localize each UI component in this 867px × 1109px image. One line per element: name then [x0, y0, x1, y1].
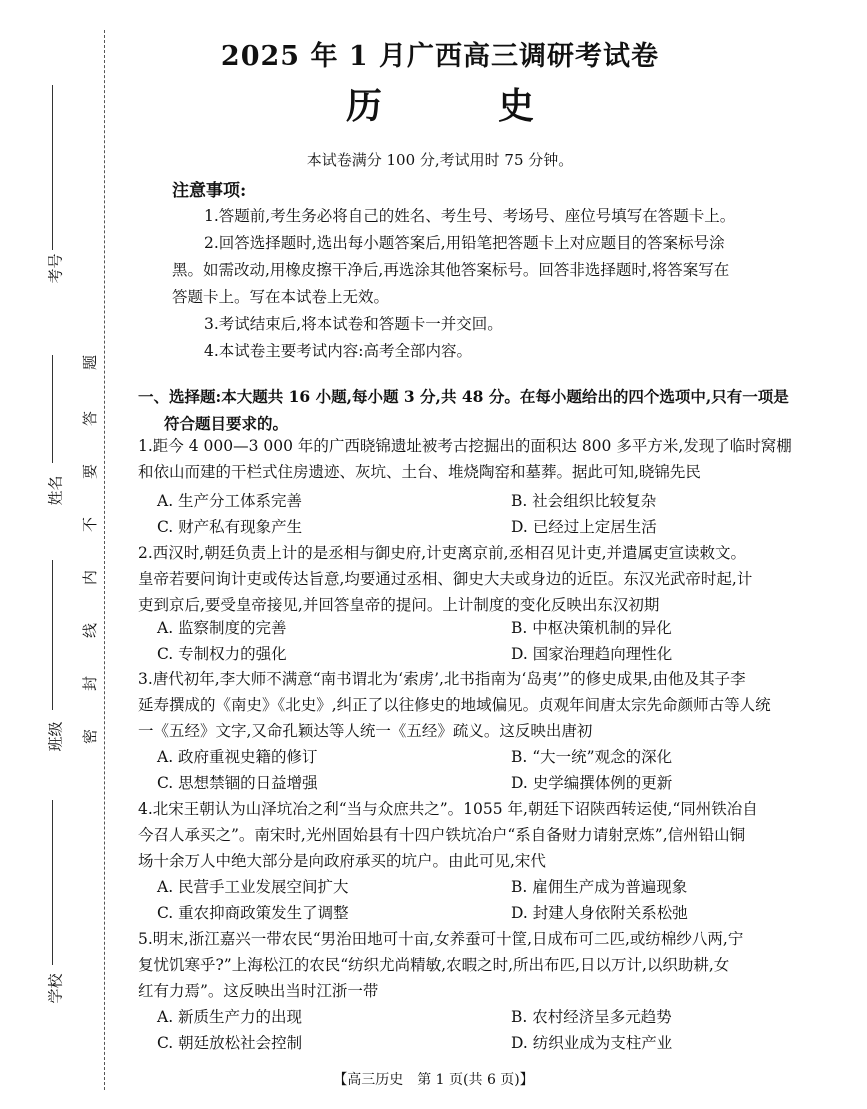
option: D. 史学编撰体例的更新	[511, 774, 673, 792]
section-heading: 一、选择题:本大题共 16 小题,每小题 3 分,共 48 分。在每小题给出的四个选项中,只有一项是 符合题目要求的。	[138, 387, 789, 433]
seal-char: 题	[81, 354, 100, 371]
class-label: 班级	[46, 721, 65, 752]
option: D. 国家治理趋向理性化	[511, 645, 673, 663]
option: C. 财产私有现象产生	[157, 518, 303, 536]
option: D. 纺织业成为支柱产业	[511, 1034, 673, 1052]
subject-title: 历 史	[345, 85, 574, 127]
option: B. 农村经济呈多元趋势	[511, 1008, 672, 1026]
question-1: 1.距今 4 000—3 000 年的广西晓锦遗址被考古挖掘出的面积达 800 多平方米,发现了临时窝棚 和依山而建的干栏式住房遗迹、灰坑、土台、堆烧陶窑和墓葬。据此可知,晓锦先民	[138, 437, 792, 481]
option: C. 朝廷放松社会控制	[157, 1034, 303, 1052]
option: C. 专制权力的强化	[157, 645, 287, 663]
option: B. 雇佣生产成为普遍现象	[511, 878, 688, 896]
option: B. 中枢决策机制的异化	[511, 619, 672, 637]
option: A. 监察制度的完善	[157, 619, 287, 637]
notice-item: 4.本试卷主要考试内容:高考全部内容。	[204, 342, 473, 360]
page-footer: 【高三历史 第 1 页(共 6 页)】	[333, 1072, 534, 1088]
notice-heading: 注意事项:	[172, 181, 247, 201]
option: A. 民营手工业发展空间扩大	[157, 878, 349, 896]
seal-char: 密	[81, 728, 100, 745]
notice-item: 黑。如需改动,用橡皮擦干净后,再选涂其他答案标号。回答非选择题时,将答案写在	[172, 261, 730, 279]
option: A. 政府重视史籍的修订	[157, 748, 318, 766]
seal-char: 封	[81, 675, 100, 692]
seal-char: 线	[81, 622, 100, 639]
option: A. 新质生产力的出现	[157, 1008, 303, 1026]
seal-char: 答	[81, 410, 100, 427]
class-line	[52, 560, 53, 710]
question-4: 4.北宋王朝认为山泽坑冶之利“当与众庶共之”。1055 年,朝廷下诏陕西转运使,“同州铁冶自 今召人承买之”。南宋时,光州固始县有十四户铁坑冶户“系自备财力请射烹炼”,信州铅山铜 场十余万人中绝大部分是向政府承买的坑户。由此可见,宋代	[138, 800, 758, 870]
name-line	[52, 355, 53, 463]
exam-no-line	[52, 85, 53, 250]
question-3: 3.唐代初年,李大师不满意“南书谓北为‘索虏’,北书指南为‘岛夷’”的修史成果,由他及其子李 延寿撰成的《南史》《北史》,纠正了以往修史的地域偏见。贞观年间唐太宗先命颜师古等人统 一《五经》文字,又命孔颖达等人统一《五经》疏义。这反映出唐初	[138, 670, 771, 740]
notice-item: 答题卡上。写在本试卷上无效。	[172, 288, 390, 306]
notice-item: 2.回答选择题时,选出每小题答案后,用铅笔把答题卡上对应题目的答案标号涂	[204, 234, 725, 252]
option: B. “大一统”观念的深化	[511, 748, 673, 766]
exam-title: 2025 年 1 月广西高三调研考试卷	[220, 41, 660, 72]
score-info: 本试卷满分 100 分,考试用时 75 分钟。	[306, 151, 574, 169]
school-label: 学校	[46, 973, 65, 1004]
question-2: 2.西汉时,朝廷负责上计的是丞相与御史府,计吏离京前,丞相召见计吏,并遣属吏宣读敕文。 皇帝若要问询计吏或传达旨意,均要通过丞相、御史大夫或身边的近臣。东汉光武帝时起,计 吏到京后,要受皇帝接见,并回答皇帝的提问。上计制度的变化反映出东汉初期	[138, 544, 753, 614]
seal-dashed-line	[104, 30, 105, 1090]
seal-char: 不	[81, 516, 100, 533]
option: A. 生产分工体系完善	[157, 492, 303, 510]
option: C. 思想禁锢的日益增强	[157, 774, 318, 792]
option: D. 封建人身依附关系松弛	[511, 904, 688, 922]
question-5: 5.明末,浙江嘉兴一带农民“男治田地可十亩,女养蚕可十筐,日成布可二匹,或纺棉纱八两,宁 复忧饥寒乎?”上海松江的农民“纺织尤尚精敏,农暇之时,所出布匹,日以万计,以织助耕,女 红有力焉”。这反映出当时江浙一带	[138, 930, 744, 1000]
exam-no-label: 考号	[46, 253, 65, 284]
notice-item: 3.考试结束后,将本试卷和答题卡一并交回。	[204, 315, 503, 333]
seal-char: 内	[81, 569, 100, 586]
school-line	[52, 800, 53, 965]
option: B. 社会组织比较复杂	[511, 492, 657, 510]
name-label: 姓名	[46, 475, 65, 506]
option: D. 已经过上定居生活	[511, 518, 657, 536]
notice-item: 1.答题前,考生务必将自己的姓名、考生号、考场号、座位号填写在答题卡上。	[204, 207, 736, 225]
option: C. 重农抑商政策发生了调整	[157, 904, 349, 922]
seal-char: 要	[81, 463, 100, 480]
